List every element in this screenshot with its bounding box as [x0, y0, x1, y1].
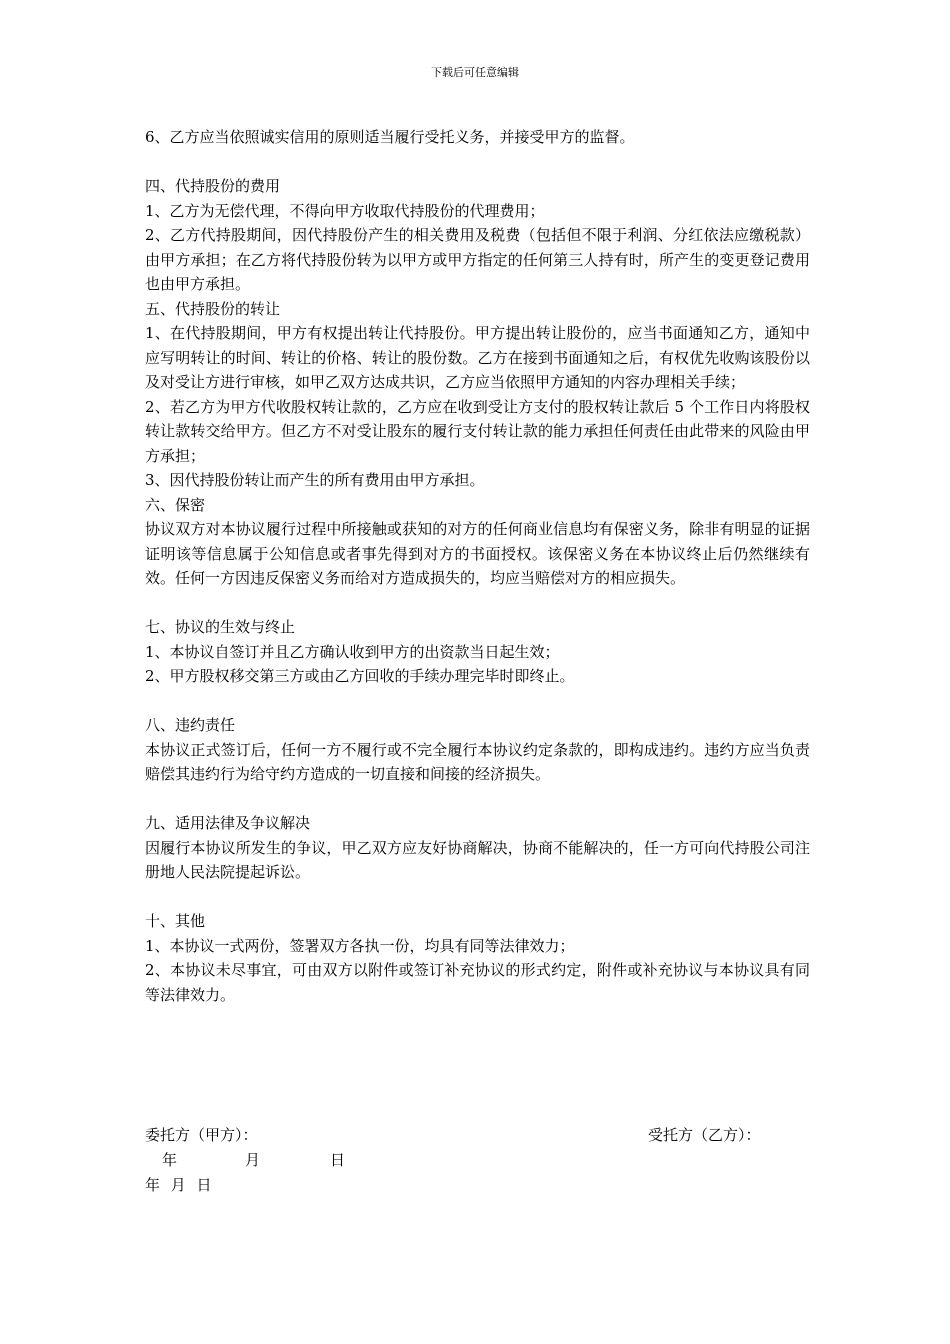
paragraph-gap [145, 150, 810, 175]
paragraph: 1、本协议自签订并且乙方确认收到甲方的出资款当日起生效； [145, 642, 560, 661]
party-b-label: 受托方（乙方）： [648, 1126, 761, 1144]
paragraph: 四、代持股份的费用 [145, 177, 281, 195]
paragraph: 2、乙方代持股期间，因代持股份产生的相关费用及税费（包括但不限于利润、分红依法应缴税款）由甲方承担；在乙方将代持股份转为以甲方或甲方指定的任何第三人持有时，所产生的变更登记费用也由甲方承担。 [145, 226, 810, 293]
paragraph: 2、本协议未尽事宜，可由双方以附件或签订补充协议的形式约定，附件或补充协议与本协议具有同等法律效力。 [145, 961, 810, 1004]
paragraph: 因履行本协议所发生的争议，甲乙双方应友好协商解决，协商不能解决的，任一方可向代持股公司注册地人民法院提起诉讼。 [145, 838, 810, 881]
paragraph-gap [145, 787, 810, 812]
paragraph: 3、因代持股份转让而产生的所有费用由甲方承担。 [145, 471, 485, 489]
paragraph: 九、适用法律及争议解决 [145, 814, 311, 832]
paragraph: 十、其他 [145, 912, 206, 930]
date-month-label: 月 [245, 1151, 261, 1169]
date-row [145, 1148, 810, 1173]
paragraph-gap [145, 591, 810, 616]
signature-block [145, 1123, 810, 1198]
document-body [145, 125, 810, 1007]
paragraph: 1、本协议一式两份，签署双方各执一份，均具有同等法律效力； [145, 936, 575, 955]
paragraph: 五、代持股份的转让 [145, 299, 281, 318]
signature-parties-row [145, 1123, 810, 1148]
paragraph: 1、在代持股期间，甲方有权提出转让代持股份。甲方提出转让股份的，应当书面通知乙方，通知中应写明转让的时间、转让的价格、转让的股份数。乙方在接到书面通知之后，有权优先收购该股份以及对受让方进行审核，如甲乙双方达成共识，乙方应当依照甲方通知的内容办理相关手续； [145, 324, 810, 391]
paragraph: 6、乙方应当依照诚实信用的原则适当履行受托义务，并接受甲方的监督。 [145, 128, 635, 146]
paragraph-gap [145, 689, 810, 714]
paragraph: 1、乙方为无偿代理，不得向甲方收取代持股份的代理费用； [145, 201, 545, 220]
party-a-label: 委托方（甲方）： [145, 1126, 258, 1144]
header-note: 下载后可任意编辑 [431, 66, 519, 79]
paragraph: 七、协议的生效与终止 [145, 618, 296, 636]
paragraph: 本协议正式签订后，任何一方不履行或不完全履行本协议约定条款的，即构成违约。违约方应当负责赔偿其违约行为给守约方造成的一切直接和间接的经济损失。 [145, 740, 810, 783]
date-year-label: 年 [162, 1151, 178, 1169]
date-compact-label: 年 月 日 [145, 1176, 215, 1194]
paragraph: 协议双方对本协议履行过程中所接触或获知的对方的任何商业信息均有保密义务，除非有明显的证据证明该等信息属于公知信息或者事先得到对方的书面授权。该保密义务在本协议终止后仍然继续有效。任何一方因违反保密义务而给对方造成损失的，均应当赔偿对方的相应损失。 [145, 520, 810, 587]
paragraph-gap [145, 885, 810, 910]
paragraph: 八、违约责任 [145, 716, 236, 734]
paragraph: 六、保密 [145, 495, 206, 514]
date-day-label: 日 [330, 1151, 346, 1169]
paragraph: 2、甲方股权移交第三方或由乙方回收的手续办理完毕时即终止。 [145, 667, 575, 685]
paragraph: 2、若乙方为甲方代收股权转让款的，乙方应在收到受让方支付的股权转让款后 5 个工作日内将股权转让款转交给甲方。但乙方不对受让股东的履行支付转让款的能力承担任何责任由此带来的风险由甲方承担； [145, 397, 810, 465]
